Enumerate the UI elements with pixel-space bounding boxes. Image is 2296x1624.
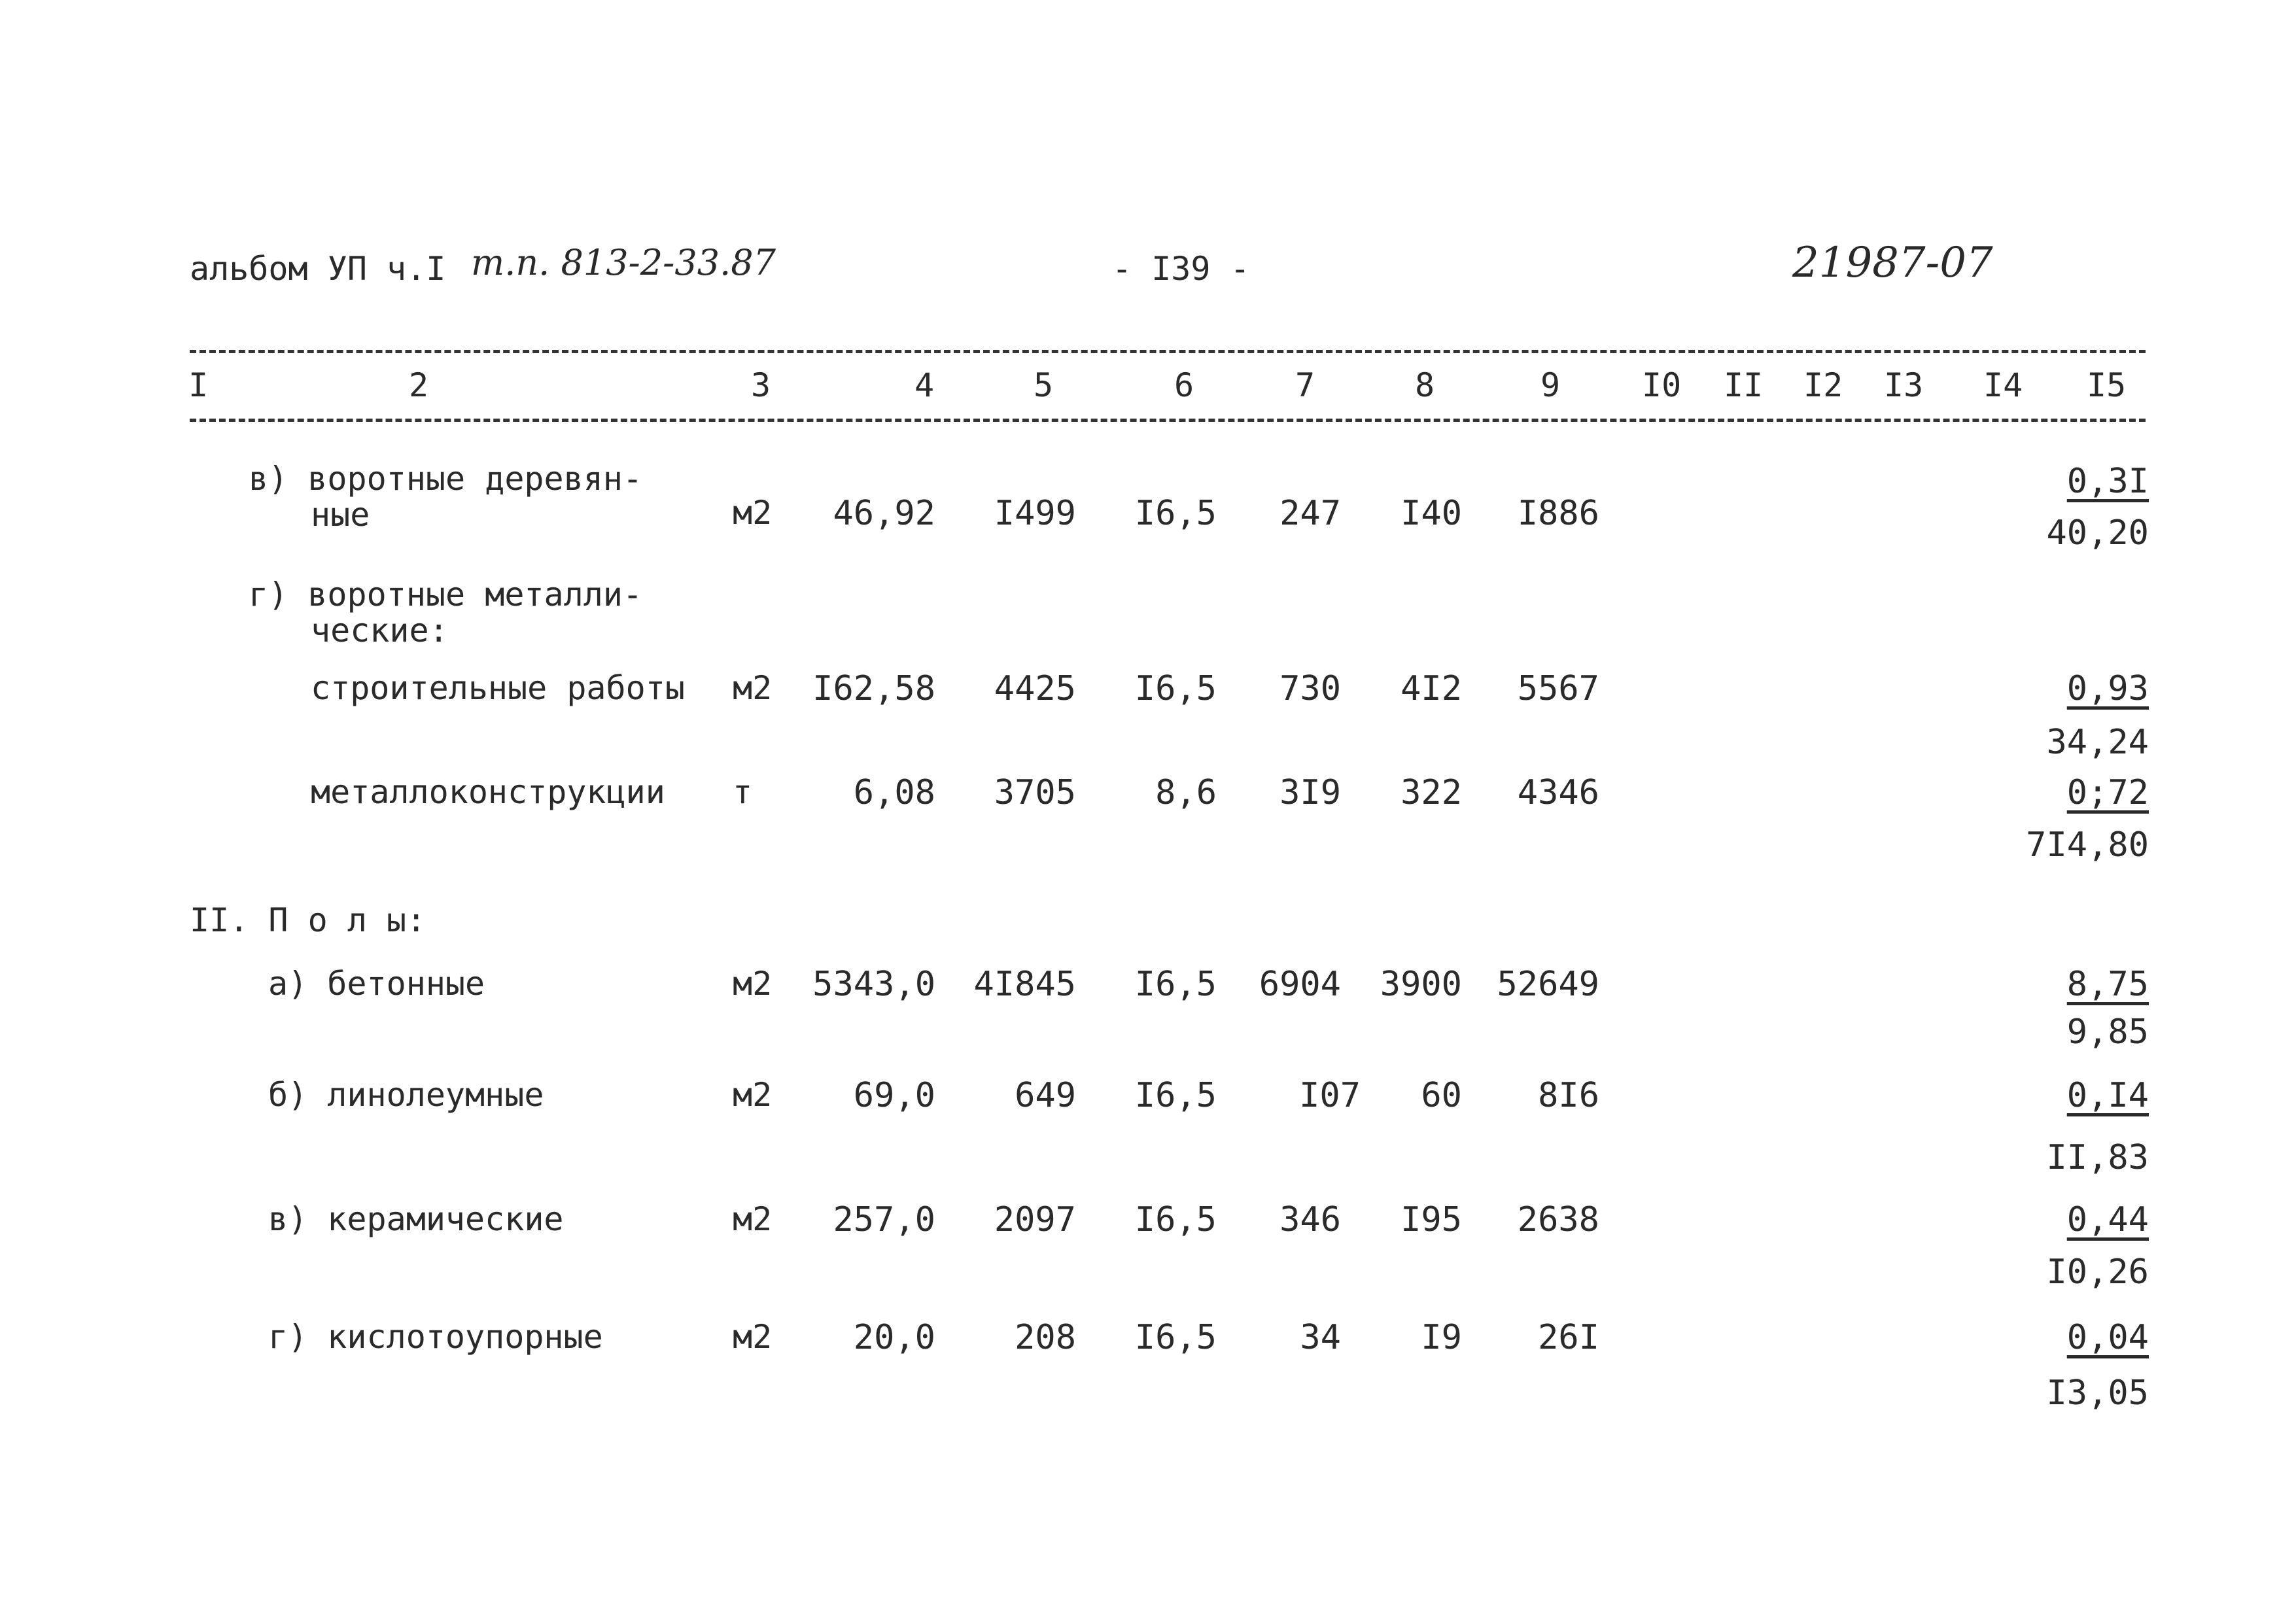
cell-col7: 346 — [1279, 1200, 1341, 1239]
unit: м2 — [733, 669, 773, 707]
cell-col6: 8,6 — [1155, 773, 1217, 812]
cell-col4: 69,0 — [853, 1076, 935, 1115]
document-code: 21987-07 — [1792, 239, 1993, 287]
unit: м2 — [733, 494, 773, 532]
section-title: II. П о л ы: — [190, 901, 426, 939]
cell-col9: I886 — [1517, 494, 1599, 533]
fraction-bottom: 9,85 — [2066, 1012, 2149, 1052]
fraction-bottom: I0,26 — [2046, 1253, 2149, 1292]
cell-col4: I62,58 — [812, 669, 935, 708]
col-9: 9 — [1540, 366, 1561, 404]
col-2: 2 — [409, 366, 429, 404]
fraction-top: 0,04 — [2066, 1318, 2149, 1357]
col-6: 6 — [1174, 366, 1194, 404]
cell-col4: 20,0 — [853, 1318, 935, 1357]
cell-col8: I9 — [1421, 1318, 1462, 1357]
row-label-cont: ные — [311, 496, 370, 534]
row-label: г) кислотоупорные — [268, 1318, 603, 1356]
col-13: I3 — [1884, 366, 1924, 404]
cell-col6: I6,5 — [1134, 669, 1217, 708]
cell-col8: 4I2 — [1400, 669, 1462, 708]
col-14: I4 — [1983, 366, 2023, 404]
cell-col8: 322 — [1400, 773, 1462, 812]
unit: м2 — [733, 1200, 773, 1238]
cell-col4: 257,0 — [833, 1200, 935, 1239]
cell-col9: 26I — [1538, 1318, 1599, 1357]
col-11: II — [1724, 366, 1764, 404]
row-label: б) линолеумные — [268, 1076, 544, 1114]
cell-col8: I40 — [1400, 494, 1462, 533]
cell-col6: I6,5 — [1134, 1076, 1217, 1115]
col-12: I2 — [1803, 366, 1843, 404]
row-label: в) воротные деревян- — [249, 460, 643, 498]
cell-col9: 8I6 — [1538, 1076, 1599, 1115]
cell-col7: 6904 — [1259, 965, 1341, 1004]
col-10: I0 — [1642, 366, 1682, 404]
fraction-top: 0,3I — [2066, 462, 2149, 501]
project-number: т.п. 813-2-33.87 — [471, 242, 776, 283]
col-8: 8 — [1415, 366, 1435, 404]
col-15: I5 — [2087, 366, 2127, 404]
cell-col4: 6,08 — [853, 773, 935, 812]
unit: м2 — [733, 965, 773, 1003]
fraction-bottom: 7I4,80 — [2026, 825, 2149, 865]
fraction-top: 0,I4 — [2066, 1076, 2149, 1115]
fraction-top: 0;72 — [2066, 773, 2149, 812]
cell-col5: 4425 — [994, 669, 1076, 708]
cell-col6: I6,5 — [1134, 965, 1217, 1004]
row-label: а) бетонные — [268, 965, 485, 1003]
col-4: 4 — [914, 366, 935, 404]
row-label: металлоконструкции — [311, 773, 665, 811]
fraction-top: 0,44 — [2066, 1200, 2149, 1239]
cell-col6: I6,5 — [1134, 1200, 1217, 1239]
cell-col8: I95 — [1400, 1200, 1462, 1239]
cell-col6: I6,5 — [1134, 1318, 1217, 1357]
cell-col7: I07 — [1299, 1076, 1361, 1115]
cell-col5: 4I845 — [973, 965, 1076, 1004]
col-1: I — [188, 366, 209, 404]
col-5: 5 — [1034, 366, 1054, 404]
fraction-bottom: I3,05 — [2046, 1373, 2149, 1413]
unit: м2 — [733, 1318, 773, 1356]
page-number: - I39 - — [1112, 250, 1250, 288]
row-label-cont: ческие: — [311, 612, 449, 649]
row-label: г) воротные металли- — [249, 576, 643, 613]
cell-col5: 2097 — [994, 1200, 1076, 1239]
cell-col9: 52649 — [1497, 965, 1599, 1004]
cell-col5: 3705 — [994, 773, 1076, 812]
cell-col9: 5567 — [1517, 669, 1599, 708]
cell-col8: 60 — [1421, 1076, 1462, 1115]
fraction-top: 8,75 — [2066, 965, 2149, 1004]
unit: м2 — [733, 1076, 773, 1114]
cell-col5: 649 — [1015, 1076, 1076, 1115]
fraction-bottom: 40,20 — [2046, 513, 2149, 553]
row-label: строительные работы — [311, 669, 685, 707]
row-label: в) керамические — [268, 1200, 564, 1238]
cell-col6: I6,5 — [1134, 494, 1217, 533]
cell-col5: 208 — [1015, 1318, 1076, 1357]
unit: т — [733, 773, 753, 811]
fraction-bottom: II,83 — [2046, 1138, 2149, 1177]
cell-col7: 730 — [1279, 669, 1341, 708]
cell-col4: 5343,0 — [812, 965, 935, 1004]
header-rule-bottom — [190, 419, 2146, 422]
col-7: 7 — [1295, 366, 1315, 404]
col-3: 3 — [751, 366, 771, 404]
cell-col7: 247 — [1279, 494, 1341, 533]
cell-col5: I499 — [994, 494, 1076, 533]
album-label: альбом УП ч.I — [190, 250, 446, 288]
cell-col8: 3900 — [1380, 965, 1462, 1004]
header-rule-top — [190, 350, 2146, 353]
cell-col7: 34 — [1300, 1318, 1341, 1357]
cell-col7: 3I9 — [1279, 773, 1341, 812]
cell-col9: 4346 — [1517, 773, 1599, 812]
fraction-top: 0,93 — [2066, 669, 2149, 708]
fraction-bottom: 34,24 — [2046, 723, 2149, 762]
cell-col9: 2638 — [1517, 1200, 1599, 1239]
cell-col4: 46,92 — [833, 494, 935, 533]
